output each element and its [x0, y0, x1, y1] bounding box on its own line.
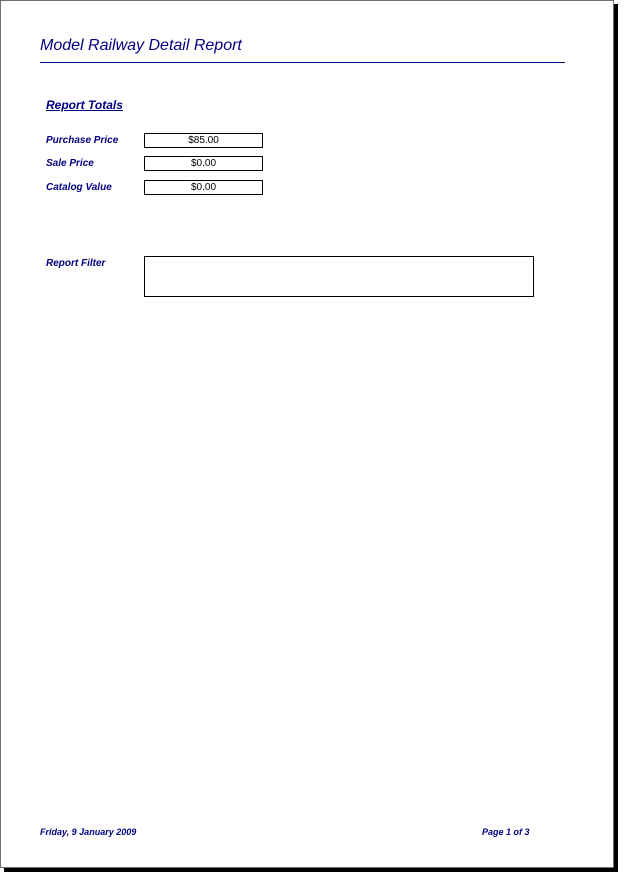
purchase-price-label: Purchase Price [46, 135, 119, 146]
sale-price-label: Sale Price [46, 158, 94, 169]
page-shadow-bottom [4, 868, 618, 872]
report-title: Model Railway Detail Report [40, 37, 242, 54]
footer-page-number: Page 1 of 3 [482, 827, 530, 837]
catalog-value-value: $0.00 [144, 180, 263, 195]
purchase-price-value: $85.00 [144, 133, 263, 148]
title-underline [40, 62, 565, 63]
sale-price-value: $0.00 [144, 156, 263, 171]
page-shadow-right [614, 4, 618, 872]
catalog-value-label: Catalog Value [46, 182, 112, 193]
report-filter-value [144, 256, 534, 297]
footer-date: Friday, 9 January 2009 [40, 827, 137, 837]
report-totals-heading: Report Totals [46, 98, 123, 112]
report-filter-label: Report Filter [46, 258, 106, 269]
